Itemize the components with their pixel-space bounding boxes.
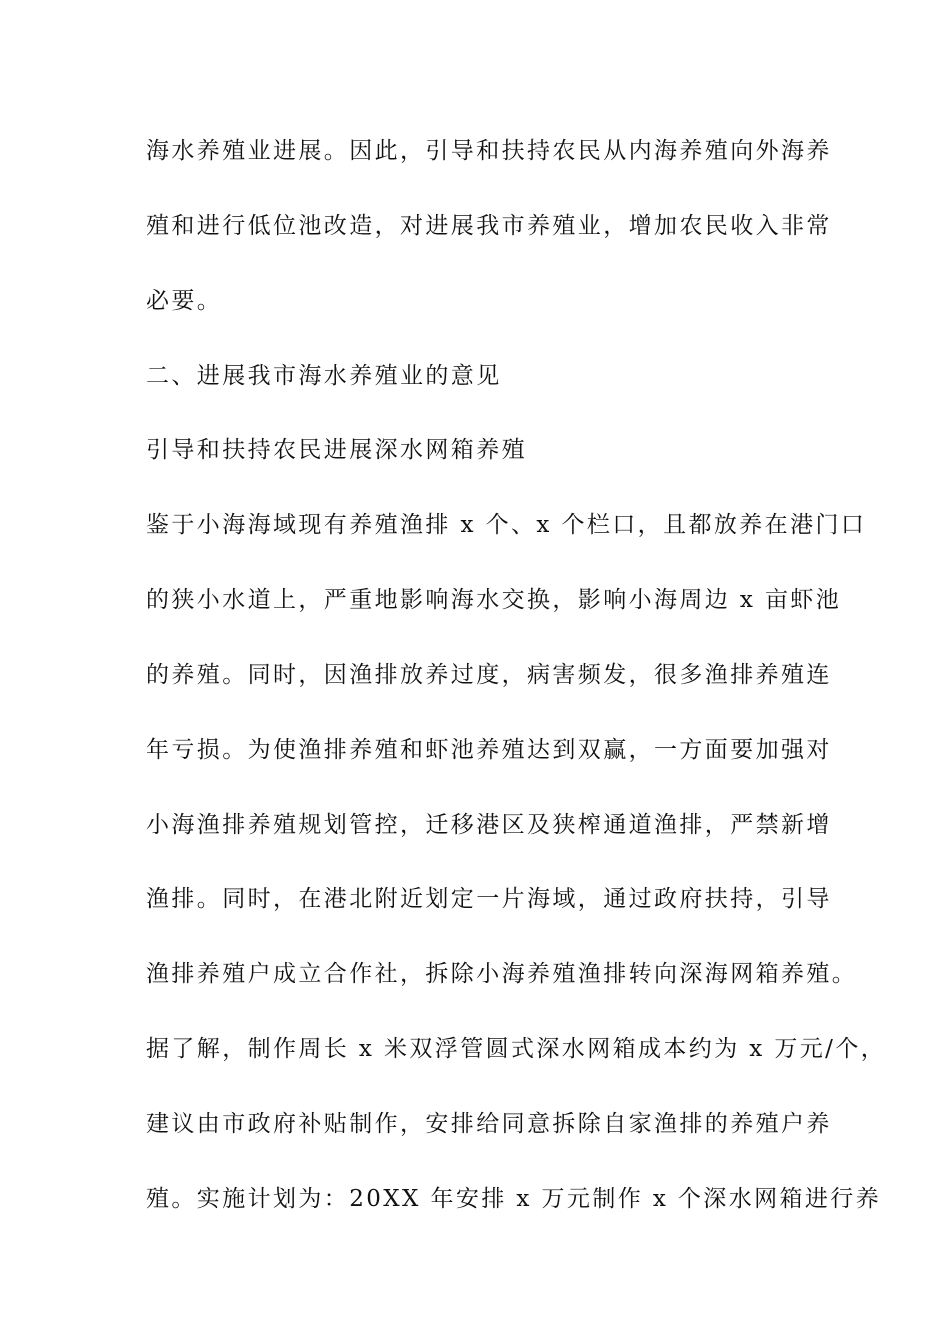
text-line-6: 鉴于小海海域现有养殖渔排 x 个、x 个栏口，且都放养在港门口 xyxy=(146,512,867,538)
text-line-3: 必要。 xyxy=(146,288,223,314)
text-line-15: 殖。实施计划为：20XX 年安排 x 万元制作 x 个深水网箱进行养 xyxy=(146,1186,882,1212)
section-heading: 二、进展我市海水养殖业的意见 xyxy=(146,363,502,389)
text-line-11: 渔排。同时，在港北附近划定一片海域，通过政府扶持，引导 xyxy=(146,886,832,912)
text-line-9: 年亏损。为使渔排养殖和虾池养殖达到双赢，一方面要加强对 xyxy=(146,737,832,763)
text-line-13: 据了解，制作周长 x 米双浮管圆式深水网箱成本约为 x 万元/个， xyxy=(146,1036,887,1062)
text-line-12: 渔排养殖户成立合作社，拆除小海养殖渔排转向深海网箱养殖。 xyxy=(146,961,858,987)
text-line-14: 建议由市政府补贴制作，安排给同意拆除自家渔排的养殖户养 xyxy=(146,1111,832,1137)
text-line-8: 的养殖。同时，因渔排放养过度，病害频发，很多渔排养殖连 xyxy=(146,662,832,688)
text-line-1: 海水养殖业进展。因此，引导和扶持农民从内海养殖向外海养 xyxy=(146,138,832,164)
text-line-10: 小海渔排养殖规划管控，迁移港区及狭榨通道渔排，严禁新增 xyxy=(146,812,832,838)
subsection-heading: 引导和扶持农民进展深水网箱养殖 xyxy=(146,437,527,463)
text-line-7: 的狭小水道上，严重地影响海水交换，影响小海周边 x 亩虾池 xyxy=(146,587,842,613)
text-line-2: 殖和进行低位池改造，对进展我市养殖业，增加农民收入非常 xyxy=(146,213,832,239)
